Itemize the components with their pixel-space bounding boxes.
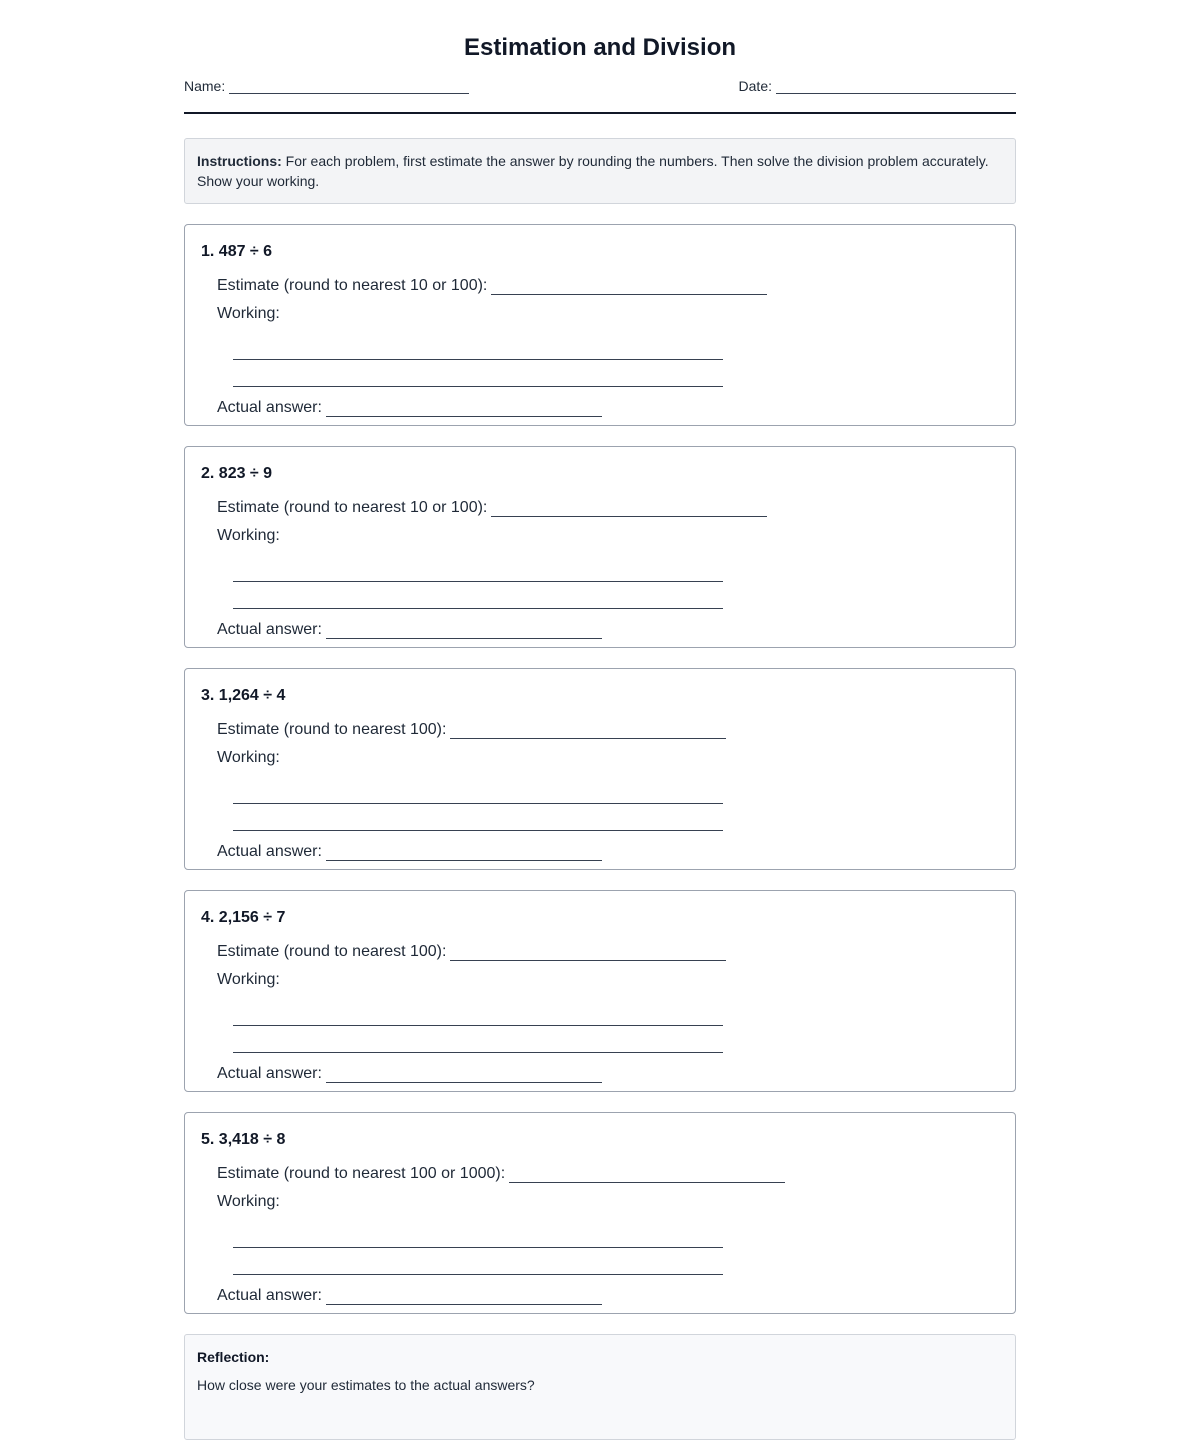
working-lines [201, 1211, 999, 1275]
actual-answer-line[interactable] [326, 1288, 602, 1305]
working-label: Working: [217, 971, 280, 988]
problem-card [184, 446, 1016, 648]
actual-answer-label: Actual answer: [217, 843, 322, 860]
working-line[interactable] [233, 1211, 723, 1248]
estimate-label: Estimate (round to nearest 100): [217, 721, 447, 738]
name-field [184, 78, 469, 94]
problem-title: 2. 823 ÷ 9 [201, 465, 273, 482]
working-row [201, 523, 999, 545]
date-input-line[interactable] [776, 79, 1016, 94]
worksheet-page [184, 0, 1016, 1440]
working-line[interactable] [233, 989, 723, 1026]
estimate-answer-line[interactable] [491, 500, 767, 517]
actual-answer-label: Actual answer: [217, 1065, 322, 1082]
working-label: Working: [217, 749, 280, 766]
working-line[interactable] [233, 1026, 723, 1053]
problem-title: 5. 3,418 ÷ 8 [201, 1131, 286, 1148]
date-field [739, 78, 1016, 94]
working-line[interactable] [233, 360, 723, 387]
instructions-label: Instructions: [197, 153, 282, 169]
working-label: Working: [217, 527, 280, 544]
estimate-label: Estimate (round to nearest 10 or 100): [217, 499, 488, 516]
working-line[interactable] [233, 545, 723, 582]
estimate-row [201, 939, 999, 961]
estimate-row [201, 273, 999, 295]
reflection-title: Reflection: [197, 1349, 270, 1365]
working-line[interactable] [233, 582, 723, 609]
estimate-answer-line[interactable] [450, 722, 726, 739]
working-line[interactable] [233, 1248, 723, 1275]
problem-card [184, 890, 1016, 1092]
problem-title: 4. 2,156 ÷ 7 [201, 909, 286, 926]
page-title: Estimation and Division [463, 34, 737, 61]
working-row [201, 1189, 999, 1211]
estimate-row [201, 1161, 999, 1183]
working-row [201, 745, 999, 767]
estimate-row [201, 717, 999, 739]
problem-title: 3. 1,264 ÷ 4 [201, 687, 286, 704]
actual-answer-line[interactable] [326, 844, 602, 861]
problem-card [184, 224, 1016, 426]
date-label: Date: [738, 78, 772, 94]
working-line[interactable] [233, 323, 723, 360]
estimate-label: Estimate (round to nearest 100 or 1000): [217, 1165, 506, 1182]
working-lines [201, 989, 999, 1053]
working-label: Working: [217, 1193, 280, 1210]
estimate-answer-line[interactable] [509, 1166, 785, 1183]
name-label: Name: [184, 78, 226, 94]
instructions-text: For each problem, first estimate the answer by rounding the numbers. Then solve the division problem accurately. Show your working. [197, 153, 989, 189]
actual-answer-line[interactable] [326, 622, 602, 639]
actual-answer-label: Actual answer: [217, 621, 322, 638]
working-row [201, 967, 999, 989]
actual-answer-row [201, 617, 999, 639]
working-line[interactable] [233, 767, 723, 804]
estimate-label: Estimate (round to nearest 100): [217, 943, 447, 960]
instructions-box [184, 138, 1016, 204]
actual-answer-row [201, 839, 999, 861]
working-label: Working: [217, 305, 280, 322]
estimate-label: Estimate (round to nearest 10 or 100): [217, 277, 488, 294]
actual-answer-row [201, 1061, 999, 1083]
working-line[interactable] [233, 804, 723, 831]
actual-answer-line[interactable] [326, 1066, 602, 1083]
working-lines [201, 323, 999, 387]
actual-answer-label: Actual answer: [217, 1287, 322, 1304]
problem-card [184, 1112, 1016, 1314]
problem-card [184, 668, 1016, 870]
actual-answer-line[interactable] [326, 400, 602, 417]
estimate-answer-line[interactable] [491, 278, 767, 295]
working-lines [201, 767, 999, 831]
actual-answer-label: Actual answer: [217, 399, 322, 416]
actual-answer-row [201, 1283, 999, 1305]
name-input-line[interactable] [229, 79, 469, 94]
reflection-box [184, 1334, 1016, 1440]
working-row [201, 301, 999, 323]
header-fields [184, 78, 1016, 114]
estimate-answer-line[interactable] [450, 944, 726, 961]
reflection-question: How close were your estimates to the actual answers? [197, 1377, 535, 1393]
estimate-row [201, 495, 999, 517]
actual-answer-row [201, 395, 999, 417]
problem-title: 1. 487 ÷ 6 [201, 243, 273, 260]
working-lines [201, 545, 999, 609]
